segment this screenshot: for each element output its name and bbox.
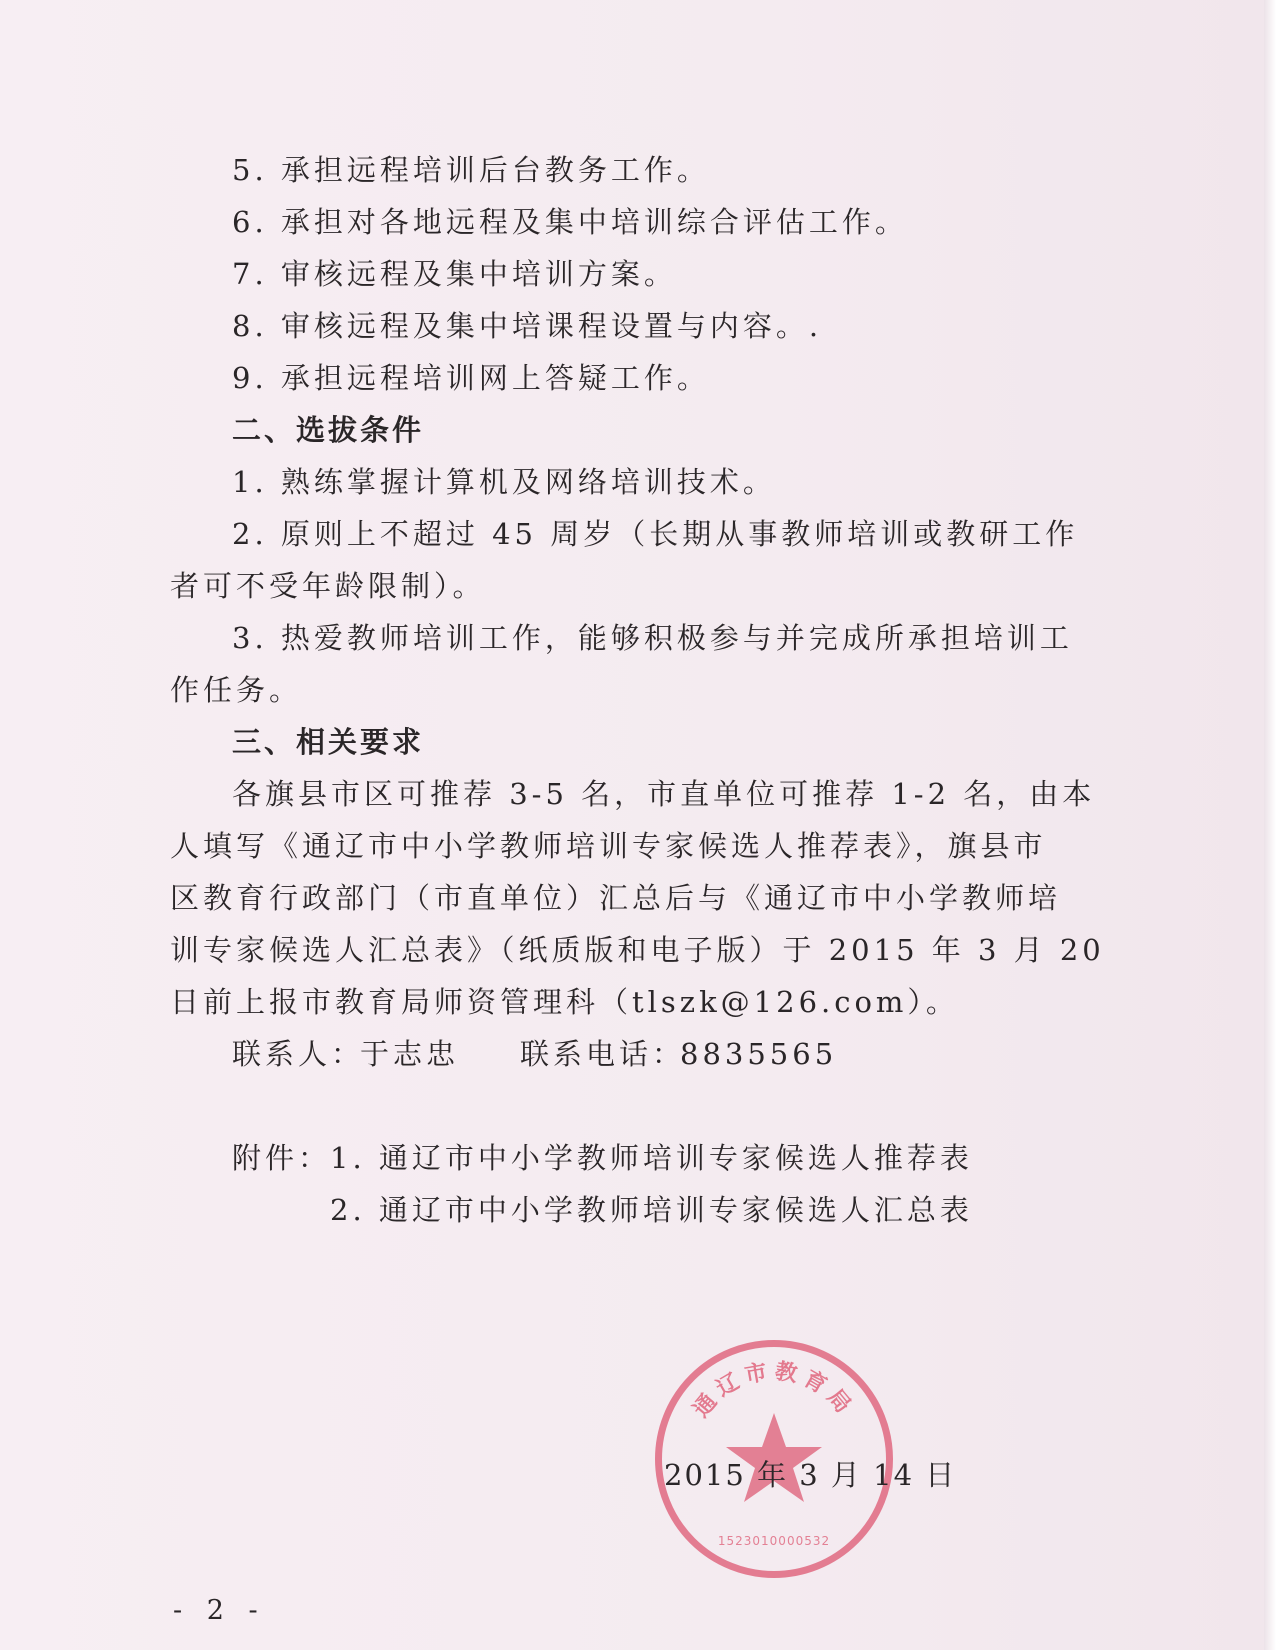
duty-7: 7. 审核远程及集中培训方案。 (232, 257, 677, 291)
seal-code: 1523010000532 (717, 1534, 831, 1548)
section-2-heading: 二、选拔条件 (232, 413, 425, 447)
criteria-2-line-2: 者可不受年龄限制）。 (170, 569, 486, 603)
attachment-2: 2. 通辽市中小学教师培训专家候选人汇总表 (330, 1193, 973, 1227)
criteria-3-line-1: 3. 热爱教师培训工作，能够积极参与并完成所承担培训工 (232, 621, 1073, 655)
criteria-1: 1. 熟练掌握计算机及网络培训技术。 (232, 465, 776, 499)
criteria-3-line-2: 作任务。 (170, 673, 303, 707)
requirements-line-1: 各旗县市区可推荐 3-5 名，市直单位可推荐 1-2 名，由本 (232, 777, 1096, 811)
contact-person-label: 联系人： (232, 1037, 365, 1071)
criteria-2-line-1: 2. 原则上不超过 45 周岁（长期从事教师培训或教研工作 (232, 517, 1079, 551)
attachments-label: 附件： (232, 1141, 332, 1175)
document-date: 2015 年 3 月 14 日 (664, 1458, 957, 1492)
contact-phone: 8835565 (680, 1037, 838, 1071)
requirements-line-5: 日前上报市教育局师资管理科（tlszk@126.com）。 (170, 985, 959, 1019)
requirements-line-4: 训专家候选人汇总表》（纸质版和电子版）于 2015 年 3 月 20 (170, 933, 1105, 967)
requirements-line-3: 区教育行政部门（市直单位）汇总后与《通辽市中小学教师培 (170, 881, 1062, 915)
section-3-heading: 三、相关要求 (232, 725, 425, 759)
contact-phone-label: 联系电话： (520, 1037, 686, 1071)
duty-5: 5. 承担远程培训后台教务工作。 (232, 153, 710, 187)
contact-person: 于志忠 (360, 1037, 460, 1071)
duty-6: 6. 承担对各地远程及集中培训综合评估工作。 (232, 205, 908, 239)
page-edge (1264, 0, 1276, 1650)
svg-text:通辽市教育局 (688, 1358, 860, 1422)
duty-9: 9. 承担远程培训网上答疑工作。 (232, 361, 710, 395)
seal-name: 通辽市教育局 (688, 1358, 860, 1423)
page-number: - 2 - (173, 1595, 266, 1626)
duty-8: 8. 审核远程及集中培课程设置与内容。. (232, 309, 823, 343)
attachment-1: 1. 通辽市中小学教师培训专家候选人推荐表 (330, 1141, 973, 1175)
requirements-line-2: 人填写《通辽市中小学教师培训专家候选人推荐表》，旗县市 (170, 829, 1047, 863)
